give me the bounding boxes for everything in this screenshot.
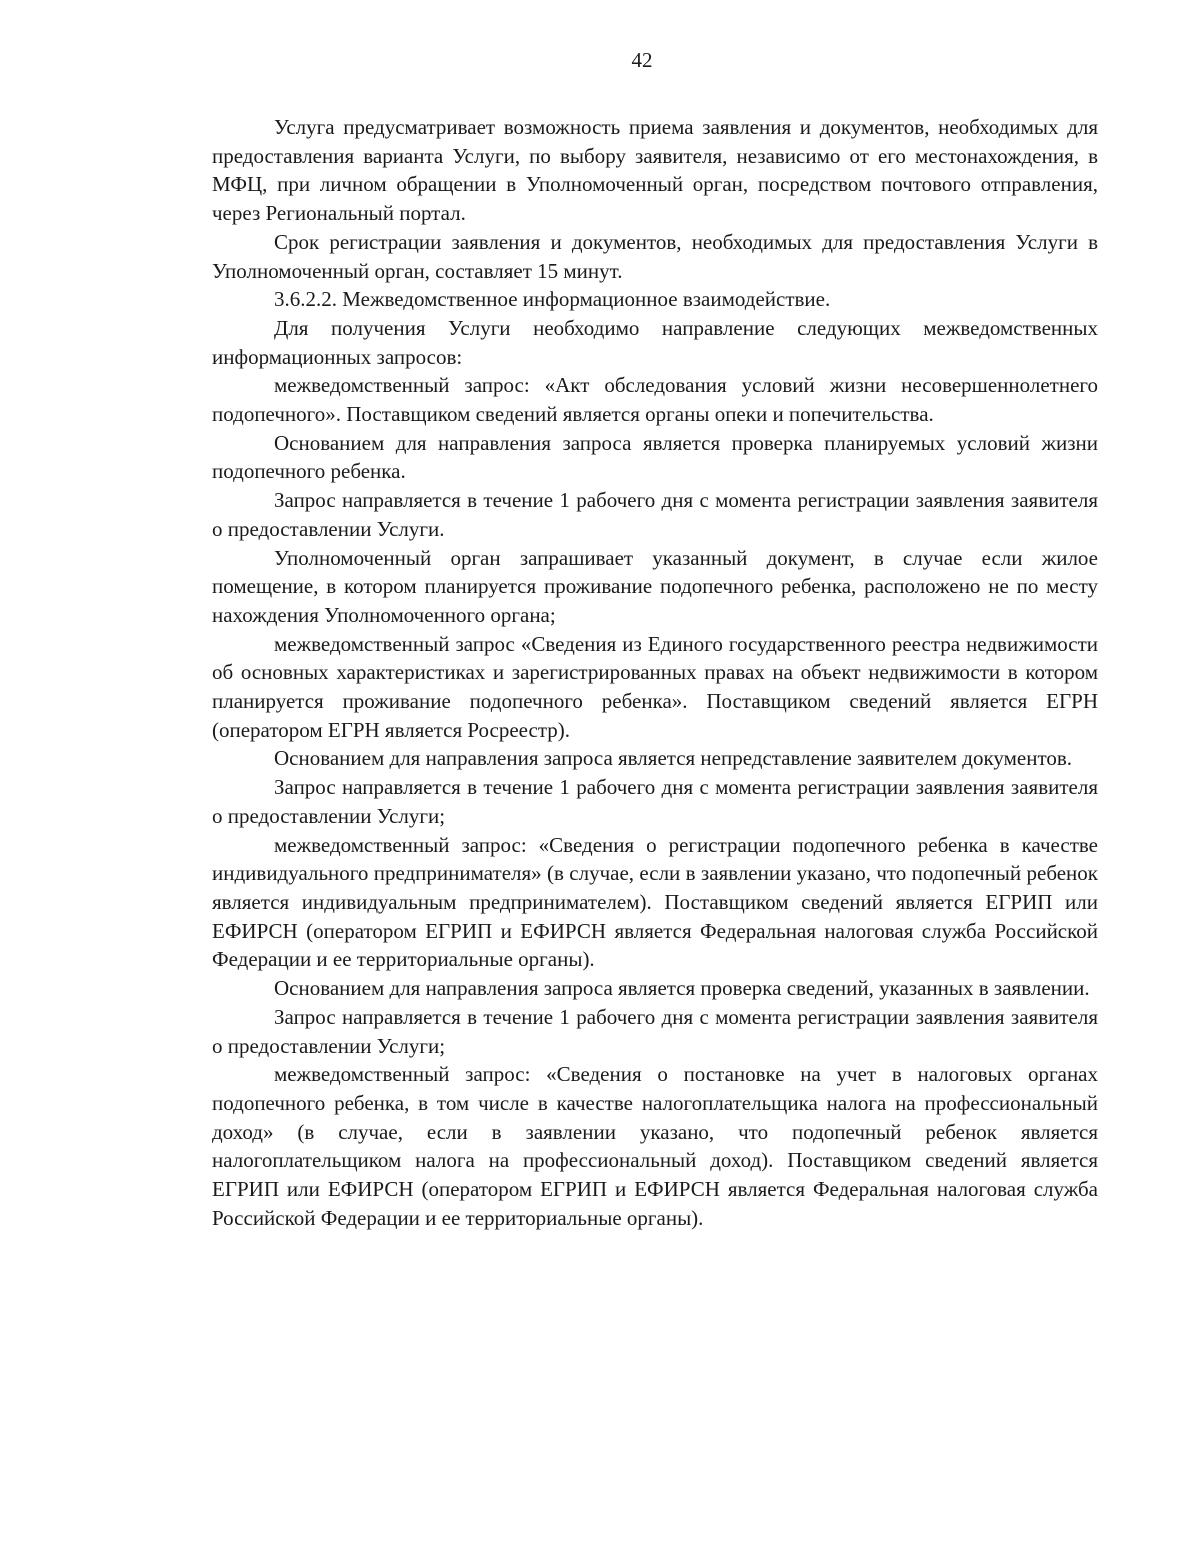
request-item-2: межведомственный запрос «Сведения из Единого государственного реестра недвижимости об основных характеристиках и зарегистрированных правах на объект недвижимости в котором планируется проживание подопечного ребенка». Поставщиком сведений является ЕГРН (оператором ЕГРН является Росреестр). xyxy=(212,631,1098,742)
section-heading: 3.6.2.2. Межведомственное информационное взаимодействие. xyxy=(274,287,831,312)
request-item-1: межведомственный запрос: «Акт обследования условий жизни несовершеннолетнего подопечного». Поставщиком сведений является органы опеки и попечительства. xyxy=(212,373,1098,427)
paragraph-6: Основанием для направления запроса является проверка планируемых условий жизни подопечного ребенка. xyxy=(212,430,1098,484)
paragraph-11: Запрос направляется в течение 1 рабочего дня с момента регистрации заявления заявителя о предоставлении Услуги; xyxy=(212,775,1098,828)
paragraph-2: Срок регистрации заявления и документов, необходимых для предоставления Услуги в Уполномоченный орган, составляет 15 минут. xyxy=(212,229,1098,283)
paragraph-10: Основанием для направления запроса является непредставление заявителем документов. xyxy=(274,746,1073,771)
paragraph-8: Уполномоченный орган запрашивает указанный документ, в случае если жилое помещение, в котором планируется проживание подопечного ребенка, расположено не по месту нахождения Уполномоченного органа; xyxy=(212,545,1098,627)
paragraph-4: Для получения Услуги необходимо направление следующих межведомственных информационных запросов: xyxy=(212,315,1098,369)
document-body xyxy=(212,113,1098,1232)
paragraph-14: Запрос направляется в течение 1 рабочего дня с момента регистрации заявления заявителя о предоставлении Услуги; xyxy=(212,1004,1098,1058)
paragraph-1: Услуга предусматривает возможность приема заявления и документов, необходимых для предоставления варианта Услуги, по выбору заявителя, независимо от его местонахождения, в МФЦ, при личном обращении в Уполномоченный орган, посредством почтового отправления, через Региональный портал. xyxy=(212,115,1098,226)
request-item-4: межведомственный запрос: «Сведения о постановке на учет в налоговых органах подопечного ребенка, в том числе в качестве налогоплательщика налога на профессиональный доход» (в случае, если в заявлении указано, что подопечный ребенок является налогоплательщиком налога на профессиональный доход). Поставщиком сведений является ЕГРИП или ЕФИРСН (оператором ЕГРИП и ЕФИРСН является Федеральная налоговая служба Российской Федерации и ее территориальные органы). xyxy=(212,1062,1098,1230)
request-item-3: межведомственный запрос: «Сведения о регистрации подопечного ребенка в качестве индивидуального предпринимателя» (в случае, если в заявлении указано, что подопечный ребенок является индивидуальным предпринимателем). Поставщиком сведений является ЕГРИП или ЕФИРСН (оператором ЕГРИП и ЕФИРСН является Федеральная налоговая служба Российской Федерации и ее территориальные органы). xyxy=(212,832,1098,972)
paragraph-7: Запрос направляется в течение 1 рабочего дня с момента регистрации заявления заявителя о предоставлении Услуги. xyxy=(212,488,1098,541)
page-number: 42 xyxy=(631,48,653,72)
paragraph-13: Основанием для направления запроса является проверка сведений, указанных в заявлении. xyxy=(274,976,1090,1001)
